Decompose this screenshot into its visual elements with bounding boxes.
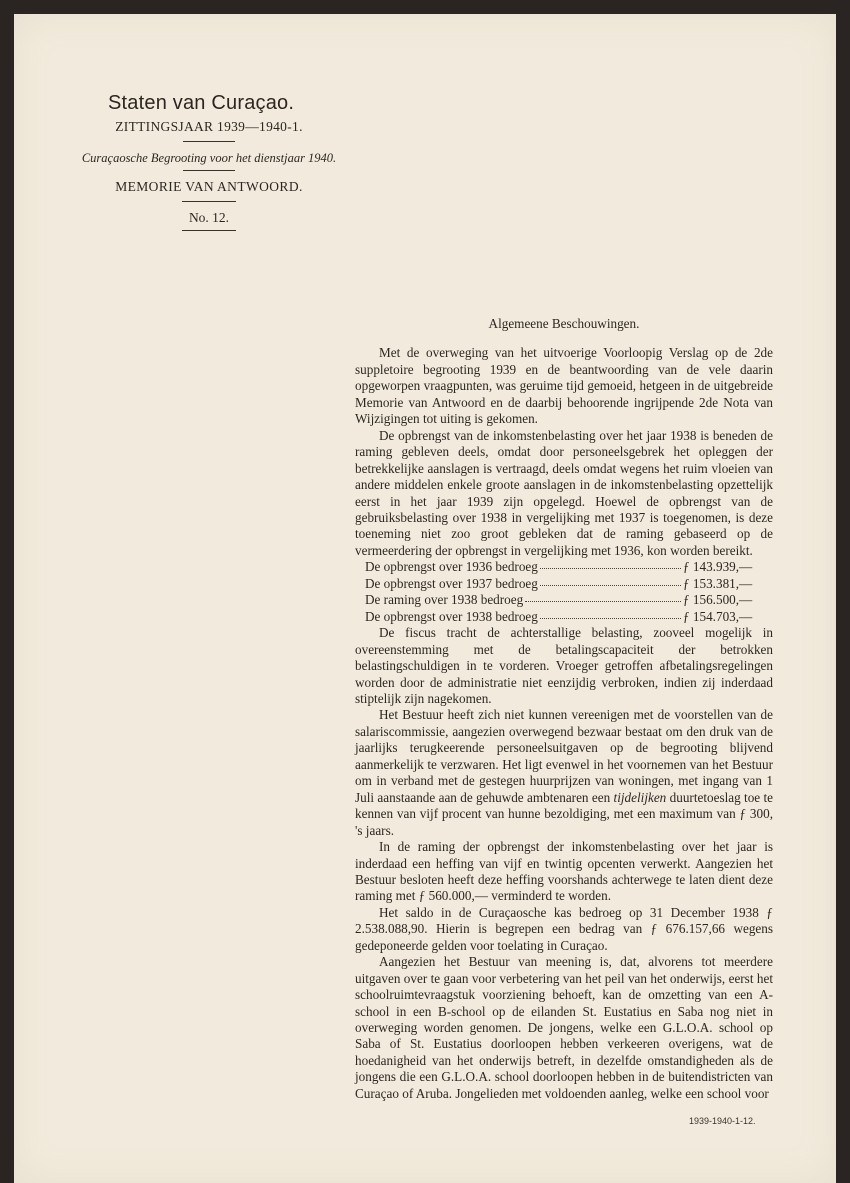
ledger-row bbox=[355, 609, 773, 625]
ledger-label: De raming over 1938 bedroeg bbox=[365, 592, 524, 608]
paragraph: Met de overweging van het uitvoerige Voorloopig Verslag op de 2de suppletoire begrooting 1939 en de beantwoording van de vele daarin opgeworpen vraagpunten, was geruime tijd gemoeid, hetgeen in de uitgebreide Memorie van Antwoord en de daarbij behoorende ingrijpende 2de Nota van Wijzigingen tot uiting is gekomen. bbox=[355, 345, 773, 427]
document-type: MEMORIE VAN ANTWOORD. bbox=[115, 179, 303, 194]
emphasis-text: tijdelijken bbox=[613, 789, 667, 805]
paragraph: De opbrengst van de inkomstenbelasting over het jaar 1938 is beneden de raming gebleven deels, omdat door personeelsgebrek het opleggen der betrekkelijke aanslagen is vertraagd, deels omdat wegens het ruim vloeien van andere middelen enkele groote aanslagen in de inkomstenbelasting opzettelijk eerst in het jaar 1939 zijn opgelegd. Hoewel de opbrengst van de gebruiksbelasting over 1938 in vergelijking met 1937 is toegenomen, is deze toeneming niet zoo groot gebleken dat de raming gebaseerd op de vermeerdering der opbrengst in vergelijking met 1936, kon worden bereikt. bbox=[355, 427, 773, 558]
ledger-amount: ƒ 153.381,— bbox=[683, 575, 753, 591]
document-code: 1939-1940-1-12. bbox=[689, 1116, 756, 1126]
ledger-label: De opbrengst over 1936 bedroeg bbox=[365, 559, 538, 575]
ledger-amount: ƒ 154.703,— bbox=[683, 608, 753, 624]
ledger-label: De opbrengst over 1938 bedroeg bbox=[365, 608, 538, 624]
divider bbox=[182, 230, 236, 231]
budget-subject: Curaçaosche Begrooting voor het dienstjaar 1940. bbox=[81, 151, 337, 165]
session-year: ZITTINGSJAAR 1939—1940-1. bbox=[115, 119, 303, 134]
paragraph: In de raming der opbrengst der inkomstenbelasting over het jaar is inderdaad een heffing van vijf en twintig opcenten verwerkt. Aangezien het Bestuur besloten heeft deze heffing voorshands achterwege te laten dient deze raming met ƒ 560.000,— verminderd te worden. bbox=[355, 839, 773, 904]
divider bbox=[183, 170, 235, 171]
paragraph-text: Het Bestuur heeft zich niet kunnen vereenigen met de voorstellen van de salariscommissie, aangezien overwegend bezwaar bestaat om den druk van de jaarlijks terugkeerende personeelsuitgaven op de begrooting blijvend aanmerkelijk te verzwaren. Het ligt evenwel in het voornemen van het Bestuur om in verband met de gestegen huurprijzen van woningen, met ingang van 1 Juli aanstaande aan de gehuwde ambtenaren een bbox=[355, 707, 773, 805]
ledger-amount: ƒ 143.939,— bbox=[683, 559, 753, 575]
body-column bbox=[355, 316, 773, 1102]
ledger-amount: ƒ 156.500,— bbox=[683, 592, 753, 608]
leader-dots bbox=[540, 574, 681, 586]
paragraph: Aangezien het Bestuur van meening is, dat, alvorens tot meerdere uitgaven over te gaan voor verbetering van het peil van het onderwijs, eerst het schoolruimtevraagstuk voorziening behoeft, kan de omzetting van een A-school in een B-school op de eilanden St. Eustatius en Saba nog niet in overweging worden genomen. De jongens, welke een G.L.O.A. school op Saba of St. Eustatius doorloopen hebben verkeeren overigens, wat de hoedanigheid van het onderwijs betreft, in dezelfde omstandigheden als de jongens die een G.L.O.A. school doorloopen hebben in de buitendistricten van Curaçao of Aruba. Jongelieden met voldoenden aanleg, welke een school voor bbox=[355, 954, 773, 1101]
document-page bbox=[14, 14, 836, 1183]
section-heading: Algemeene Beschouwingen. bbox=[488, 316, 640, 331]
leader-dots bbox=[540, 607, 681, 619]
document-number: No. 12. bbox=[188, 210, 230, 225]
paragraph bbox=[355, 707, 773, 839]
divider bbox=[183, 141, 235, 142]
ledger-label: De opbrengst over 1937 bedroeg bbox=[365, 575, 538, 591]
divider bbox=[182, 201, 236, 202]
revenue-ledger bbox=[355, 559, 773, 625]
document-header bbox=[64, 92, 354, 239]
leader-dots bbox=[540, 557, 681, 569]
org-title: Staten van Curaçao. bbox=[108, 92, 295, 114]
paragraph: De fiscus tracht de achterstallige belasting, zooveel mogelijk in overeenstemming met de betalingscapaciteit der betrokken belastingschuldigen in te vorderen. Vroeger getroffen afbetalingsregelingen worden door de administratie niet eenzijdig verbroken, indien zij inderdaad stiptelijk zijn nagekomen. bbox=[355, 625, 773, 706]
paragraph-text: duurtetoeslag toe te kennen van vijf procent van hunne bezoldiging, met een maximum van ƒ 300, 's jaars. bbox=[355, 789, 774, 838]
paragraph: Het saldo in de Curaçaosche kas bedroeg op 31 December 1938 ƒ 2.538.088,90. Hierin is begrepen een bedrag van ƒ 676.157,66 wegens gedeponeerde gelden voor toelating in Curaçao. bbox=[355, 904, 773, 953]
leader-dots bbox=[525, 590, 681, 602]
